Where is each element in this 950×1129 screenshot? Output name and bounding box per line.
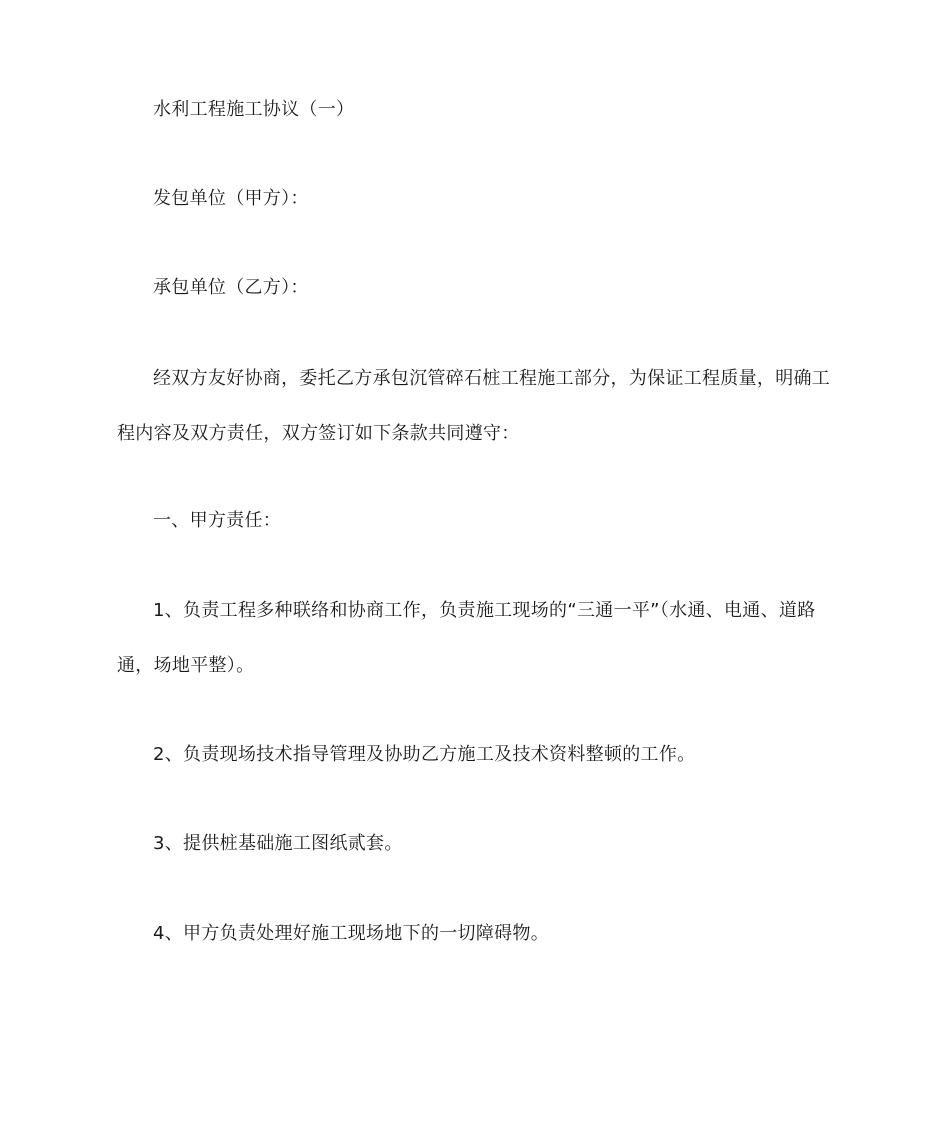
party-a-line: 发包单位（甲方）： xyxy=(153,188,309,209)
duty-item-2: 2、负责现场技术指导管理及协助乙方施工及技术资料整顿的工作。 xyxy=(153,744,696,765)
duty-item-4: 4、甲方负责处理好施工现场地下的一切障碍物。 xyxy=(153,923,550,944)
duty-item-3: 3、提供桩基础施工图纸贰套。 xyxy=(153,833,403,854)
duty-item-1: 1、负责工程多种联络和协商工作，负责施工现场的“三通一平”（水通、电通、道路通，场地平整）。 xyxy=(117,600,816,676)
document-title: 水利工程施工协议（一） xyxy=(153,99,355,120)
party-b-line: 承包单位（乙方）： xyxy=(153,277,309,298)
section-heading-party-a-duties: 一、甲方责任： xyxy=(153,510,282,531)
intro-paragraph: 经双方友好协商，委托乙方承包沉管碎石桩工程施工部分，为保证工程质量，明确工程内容及双方责任，双方签订如下条款共同遵守： xyxy=(117,368,831,444)
